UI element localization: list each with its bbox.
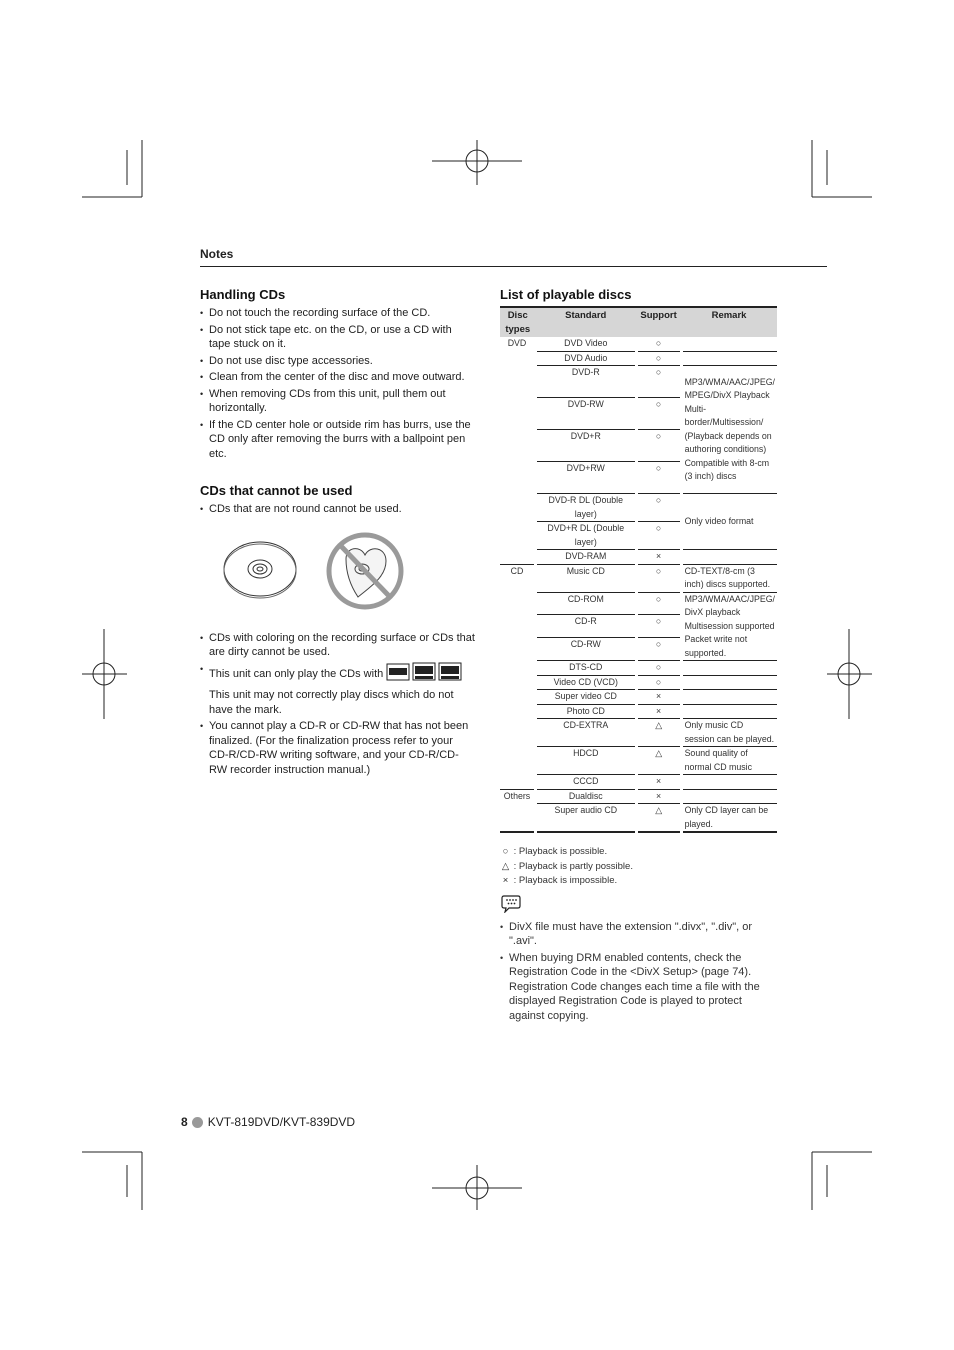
support-cell: × (636, 704, 681, 719)
section-label: Notes (200, 247, 234, 261)
handling-title: Handling CDs (200, 287, 286, 302)
standard-cell: Super video CD (535, 690, 636, 705)
support-cell: ○ (636, 494, 681, 522)
compact-disc-logo-icon (386, 662, 462, 682)
disc-type-cell (500, 747, 535, 775)
disc-type-cell (500, 430, 535, 462)
legend-item (500, 845, 780, 860)
disc-type-cell (500, 366, 535, 398)
remark-cell: MP3/WMA/AAC/JPEG/ MPEG/DivX Playback Multi-border/Multisession/ (Playback depends on authoring conditions) Compatible with 8-cm (3 inch) discs (681, 366, 777, 494)
disc-type-cell (500, 661, 535, 676)
model-name: KVT-819DVD/KVT-839DVD (207, 1115, 356, 1129)
table-row (500, 675, 777, 690)
standard-cell: DVD-RW (535, 398, 636, 430)
support-cell: ○ (636, 398, 681, 430)
standard-cell: Music CD (535, 564, 636, 592)
disc-type-cell (500, 690, 535, 705)
support-cell: ○ (636, 366, 681, 398)
table-row (500, 366, 777, 398)
list-item: • Do not stick tape etc. on the CD, or use a CD with tape stuck on it. (200, 323, 475, 352)
col-remark: Remark (681, 307, 777, 337)
table-row (500, 704, 777, 719)
legend-text: : Playback is possible. (513, 846, 608, 857)
disc-type-cell (500, 592, 535, 615)
table-row (500, 747, 777, 775)
list-item: • Do not touch the recording surface of the CD. (200, 306, 475, 321)
support-cell: × (636, 789, 681, 804)
support-cell: ○ (636, 462, 681, 494)
remark-cell (681, 704, 777, 719)
divx-notes (500, 920, 780, 1024)
disc-type-cell (500, 398, 535, 430)
standard-cell: Video CD (VCD) (535, 675, 636, 690)
disc-type-cell (500, 775, 535, 790)
no-heart-cd-icon (329, 535, 401, 607)
mark-note: This unit may not correctly play discs which do not have the mark. (209, 689, 454, 716)
disc-type-cell (500, 704, 535, 719)
remark-cell (681, 661, 777, 676)
circle-symbol-icon: ○ (502, 846, 509, 857)
standard-cell: DVD-RAM (535, 550, 636, 565)
legend-text: : Playback is partly possible. (513, 860, 633, 872)
col-disc-types: Disc types (500, 307, 535, 337)
cannot-list-a (200, 502, 475, 517)
table-row (500, 804, 777, 833)
disc-illustrations (200, 525, 475, 621)
remark-cell (681, 690, 777, 705)
disc-type-cell: DVD (500, 337, 535, 351)
list-item: • When buying DRM enabled contents, check the Registration Code in the <DivX Setup> (page 74). Registration Code changes each time a file with the displayed Registration Code is played to protect against copying. (500, 951, 780, 1024)
standard-cell: DVD Video (535, 337, 636, 351)
playable-title: List of playable discs (500, 287, 632, 302)
cross-symbol-icon: × (502, 875, 509, 886)
standard-cell: DVD+RW (535, 462, 636, 494)
standard-cell: DVD-R DL (Double layer) (535, 494, 636, 522)
disc-type-cell (500, 522, 535, 550)
cannot-title: CDs that cannot be used (200, 483, 353, 498)
legend-item (500, 860, 780, 875)
table-row (500, 337, 777, 351)
support-cell: × (636, 775, 681, 790)
table-body (500, 337, 777, 832)
remark-cell: MP3/WMA/AAC/JPEG/ DivX playback Multisession supported Packet write not supported. (681, 592, 777, 661)
list-item: • If the CD center hole or outside rim has burrs, use the CD only after removing the burrs with a ballpoint pen etc. (200, 418, 475, 462)
list-item: • CDs with coloring on the recording surface or CDs that are dirty cannot be used. (200, 631, 475, 660)
left-column (200, 287, 475, 779)
table-row (500, 789, 777, 804)
compact-disc-logos (386, 662, 462, 687)
support-cell: ○ (636, 564, 681, 592)
standard-cell: CCCD (535, 775, 636, 790)
standard-cell: HDCD (535, 747, 636, 775)
mark-sentence: This unit can only play the CDs with (209, 667, 384, 680)
table-row (500, 775, 777, 790)
support-cell: ○ (636, 337, 681, 351)
legend-item (500, 874, 780, 889)
list-item: • DivX file must have the extension ".divx", ".div", or ".avi". (500, 920, 780, 949)
standard-cell: DVD-R (535, 366, 636, 398)
remark-cell (681, 351, 777, 366)
standard-cell: CD-R (535, 615, 636, 638)
list-item: • Do not use disc type accessories. (200, 354, 475, 369)
remark-cell: Sound quality of normal CD music (681, 747, 777, 775)
disc-type-cell: CD (500, 564, 535, 592)
note-speech-bubble-icon (500, 895, 780, 918)
support-cell: ○ (636, 592, 681, 615)
triangle-symbol-icon: △ (501, 860, 510, 872)
disc-type-cell (500, 638, 535, 661)
remark-cell (681, 675, 777, 690)
remark-cell: Only video format (681, 494, 777, 550)
table-row (500, 592, 777, 615)
remark-cell: Only CD layer can be played. (681, 804, 777, 833)
table-row (500, 661, 777, 676)
disc-type-cell (500, 351, 535, 366)
col-standard: Standard (535, 307, 636, 337)
table-row (500, 719, 777, 747)
page-number: 8 (181, 1115, 188, 1129)
table-header (500, 307, 777, 337)
page-footer (181, 1115, 355, 1129)
remark-cell (681, 789, 777, 804)
playable-discs-table (500, 306, 777, 833)
support-cell: ○ (636, 615, 681, 638)
remark-cell (681, 550, 777, 565)
table-row (500, 351, 777, 366)
standard-cell: Super audio CD (535, 804, 636, 833)
handling-list (200, 306, 475, 461)
disc-type-cell (500, 550, 535, 565)
disc-type-cell (500, 615, 535, 638)
table-row (500, 690, 777, 705)
standard-cell: CD-ROM (535, 592, 636, 615)
standard-cell: Dualdisc (535, 789, 636, 804)
col-support: Support (636, 307, 681, 337)
remark-cell: CD-TEXT/8-cm (3 inch) discs supported. (681, 564, 777, 592)
support-cell: △ (636, 719, 681, 747)
standard-cell: DVD+R DL (Double layer) (535, 522, 636, 550)
cd-illustration (200, 525, 475, 621)
support-cell: ○ (636, 638, 681, 661)
standard-cell: DVD+R (535, 430, 636, 462)
remark-cell: Only music CD session can be played. (681, 719, 777, 747)
right-column (500, 287, 780, 1025)
cannot-list-b (200, 631, 475, 778)
support-cell: ○ (636, 661, 681, 676)
support-cell: ○ (636, 675, 681, 690)
remark-cell (681, 775, 777, 790)
support-cell: ○ (636, 351, 681, 366)
disc-type-cell (500, 719, 535, 747)
support-cell: ○ (636, 430, 681, 462)
legend (500, 845, 780, 889)
support-cell: ○ (636, 522, 681, 550)
support-cell: × (636, 690, 681, 705)
bullet-dot-icon (192, 1117, 203, 1128)
legend-text: : Playback is impossible. (513, 875, 618, 886)
standard-cell: DVD Audio (535, 351, 636, 366)
support-cell: × (636, 550, 681, 565)
table-row (500, 564, 777, 592)
table-row (500, 494, 777, 522)
disc-type-cell (500, 804, 535, 833)
standard-cell: CD-EXTRA (535, 719, 636, 747)
list-item: • Clean from the center of the disc and move outward. (200, 370, 475, 385)
disc-type-cell (500, 675, 535, 690)
disc-type-cell: Others (500, 789, 535, 804)
standard-cell: CD-RW (535, 638, 636, 661)
standard-cell: DTS-CD (535, 661, 636, 676)
list-item: • You cannot play a CD-R or CD-RW that has not been finalized. (For the finalization process refer to your CD-R/CD-RW writing software, and your CD-R/CD-RW recorder instruction manual.) (200, 719, 475, 777)
disc-type-cell (500, 462, 535, 494)
disc-type-cell (500, 494, 535, 522)
list-item: • CDs that are not round cannot be used. (200, 502, 475, 517)
support-cell: △ (636, 804, 681, 833)
list-item (200, 662, 475, 718)
table-row (500, 550, 777, 565)
remark-cell (681, 337, 777, 351)
header-rule (200, 266, 827, 267)
standard-cell: Photo CD (535, 704, 636, 719)
list-item: • When removing CDs from this unit, pull them out horizontally. (200, 387, 475, 416)
support-cell: △ (636, 747, 681, 775)
